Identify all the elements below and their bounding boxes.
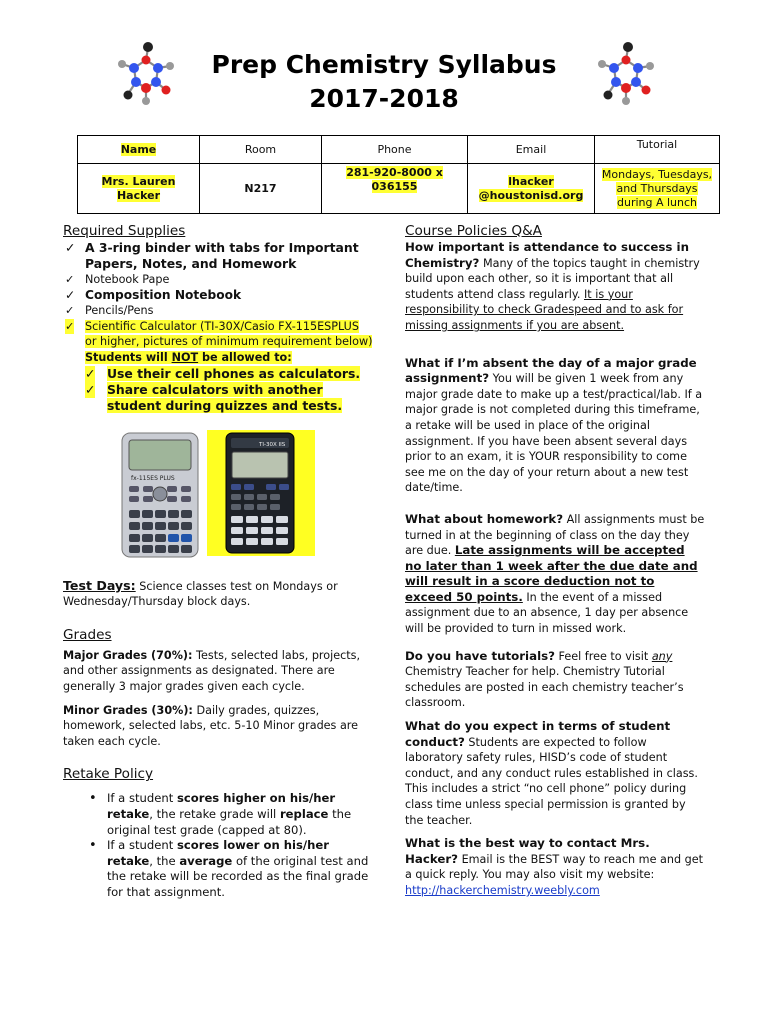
teacher-info-table xyxy=(77,135,720,214)
title-line-2: 2017-2018 xyxy=(309,84,459,113)
cell-name: Mrs. Lauren Hacker xyxy=(78,164,200,214)
minor-grades-paragraph: Minor Grades (30%): Daily grades, quizzes, homework, selected labs, etc. 5-10 Minor grades are taken each cycle. xyxy=(63,703,359,748)
list-item: ✓ Notebook Pape xyxy=(65,273,170,286)
cell-email: lhacker @houstonisd.org xyxy=(468,164,595,214)
check-icon: ✓ xyxy=(65,304,75,318)
page-title xyxy=(0,48,768,116)
qa-attendance: How important is attendance to success in Chemistry? Many of the topics taught in chemistry build upon each other, so it is important that all students attend class regularly. It is your responsibility to check Gradespeed and to ask for missing assignments if you are absent. xyxy=(405,240,700,332)
test-days-paragraph: Test Days: Science classes test on Mondays or Wednesday/Thursday block days. xyxy=(63,577,338,609)
qa-absent: What if I’m absent the day of a major grade assignment? You will be given 1 week from any major grade date to make up a test/practical/lab. If a major grade is not completed during this timeframe, a retake will be used in place of the original assignment. If you have been absent several days prior to an exam, it is YOUR responsibility to come see me on the day of your return about a new test date/time. xyxy=(405,355,703,495)
header-cell-name: Name xyxy=(78,136,200,164)
calculator-images xyxy=(109,430,315,556)
header-cell-tutorial: Tutorial xyxy=(595,136,720,164)
left-column xyxy=(63,222,373,900)
website-link[interactable]: http://hackerchemistry.weebly.com xyxy=(405,883,600,897)
cell-room: N217 xyxy=(200,164,322,214)
policies-heading: Course Policies Q&A xyxy=(405,223,542,239)
list-item: ✓ A 3-ring binder with tabs for Important Papers, Notes, and Homework xyxy=(65,240,359,271)
header-cell-email: Email xyxy=(468,136,595,164)
list-item: • If a student scores lower on his/her retake, the average of the original test and the retake will be recorded as the final grade for that assignment. xyxy=(89,838,373,900)
table-row xyxy=(78,164,720,214)
supplies-heading: Required Supplies xyxy=(63,223,186,239)
header-cell-room: Room xyxy=(200,136,322,164)
table-header-row xyxy=(78,136,720,164)
list-item: • If a student scores higher on his/her retake, the retake grade will replace the original test grade (capped at 80). xyxy=(89,791,373,838)
casio-model-label: fx-115ES PLUS xyxy=(131,474,175,482)
check-icon: ✓ xyxy=(65,319,75,333)
test-days-label: Test Days: xyxy=(63,577,136,593)
ti-calculator-image xyxy=(225,432,295,554)
check-icon: ✓ xyxy=(85,365,96,381)
ti-calculator-panel xyxy=(207,430,315,556)
list-item: ✓ Composition Notebook xyxy=(65,287,242,302)
ti-model-label: TI-30X IIS xyxy=(259,441,286,448)
list-item-calculator: ✓ Scientific Calculator (TI-30X/Casio FX-115ESPLUS or higher, pictures of minimum requirement below) Students will NOT be allowed to: ✓ Use their cell phones as calculators. ✓ Share calculators with another student during quizzes and tests. xyxy=(65,319,373,413)
cell-tutorial: Mondays, Tuesdays, and Thursdays during A lunch xyxy=(595,164,720,214)
check-icon: ✓ xyxy=(65,287,76,302)
title-line-1: Prep Chemistry Syllabus xyxy=(211,50,557,79)
qa-contact: What is the best way to contact Mrs. Hacker? Email is the BEST way to reach me and get a quick reply. You may also visit my website: http://hackerchemistry.weebly.com xyxy=(405,836,703,897)
supplies-list xyxy=(63,240,373,414)
list-item: ✓ Share calculators with another student during quizzes and tests. xyxy=(85,381,343,413)
check-icon: ✓ xyxy=(65,240,76,255)
header-cell-phone: Phone xyxy=(322,136,468,164)
check-icon: ✓ xyxy=(65,273,75,286)
qa-tutorials: Do you have tutorials? Feel free to visit any Chemistry Teacher for help. Chemistry Tutorial schedules are posted in each chemistry teacher’s classroom. xyxy=(405,648,684,710)
major-grades-paragraph: Major Grades (70%): Tests, selected labs, projects, and other assignments as designated. There are generally 3 major grades given each cycle. xyxy=(63,648,361,693)
check-icon: ✓ xyxy=(85,381,96,397)
list-item: ✓ Pencils/Pens xyxy=(65,304,154,318)
right-column xyxy=(405,222,705,899)
cell-phone: 281-920-8000 x 036155 xyxy=(322,164,468,214)
grades-heading: Grades xyxy=(63,626,112,643)
list-item: ✓ Use their cell phones as calculators. xyxy=(85,365,361,381)
not-allowed-list xyxy=(85,366,373,414)
retake-list xyxy=(89,791,373,900)
casio-calculator-image xyxy=(121,432,199,558)
qa-homework: What about homework? All assignments must be turned in at the beginning of class on the day they are due. Late assignments will be accepted no later than 1 week after the due date and will result in a score deduction not to exceed 50 points. In the event of a missed assignment due to an absence, 1 day per absence will be provided to turn in missed work. xyxy=(405,511,705,636)
retake-heading: Retake Policy xyxy=(63,766,154,783)
qa-conduct: What do you expect in terms of student conduct? Students are expected to follow laboratory safety rules, HISD’s code of student conduct, and any conduct rules established in class. This includes a strict “no cell phone” policy during class time unless special permission is granted by the teacher. xyxy=(405,719,698,827)
